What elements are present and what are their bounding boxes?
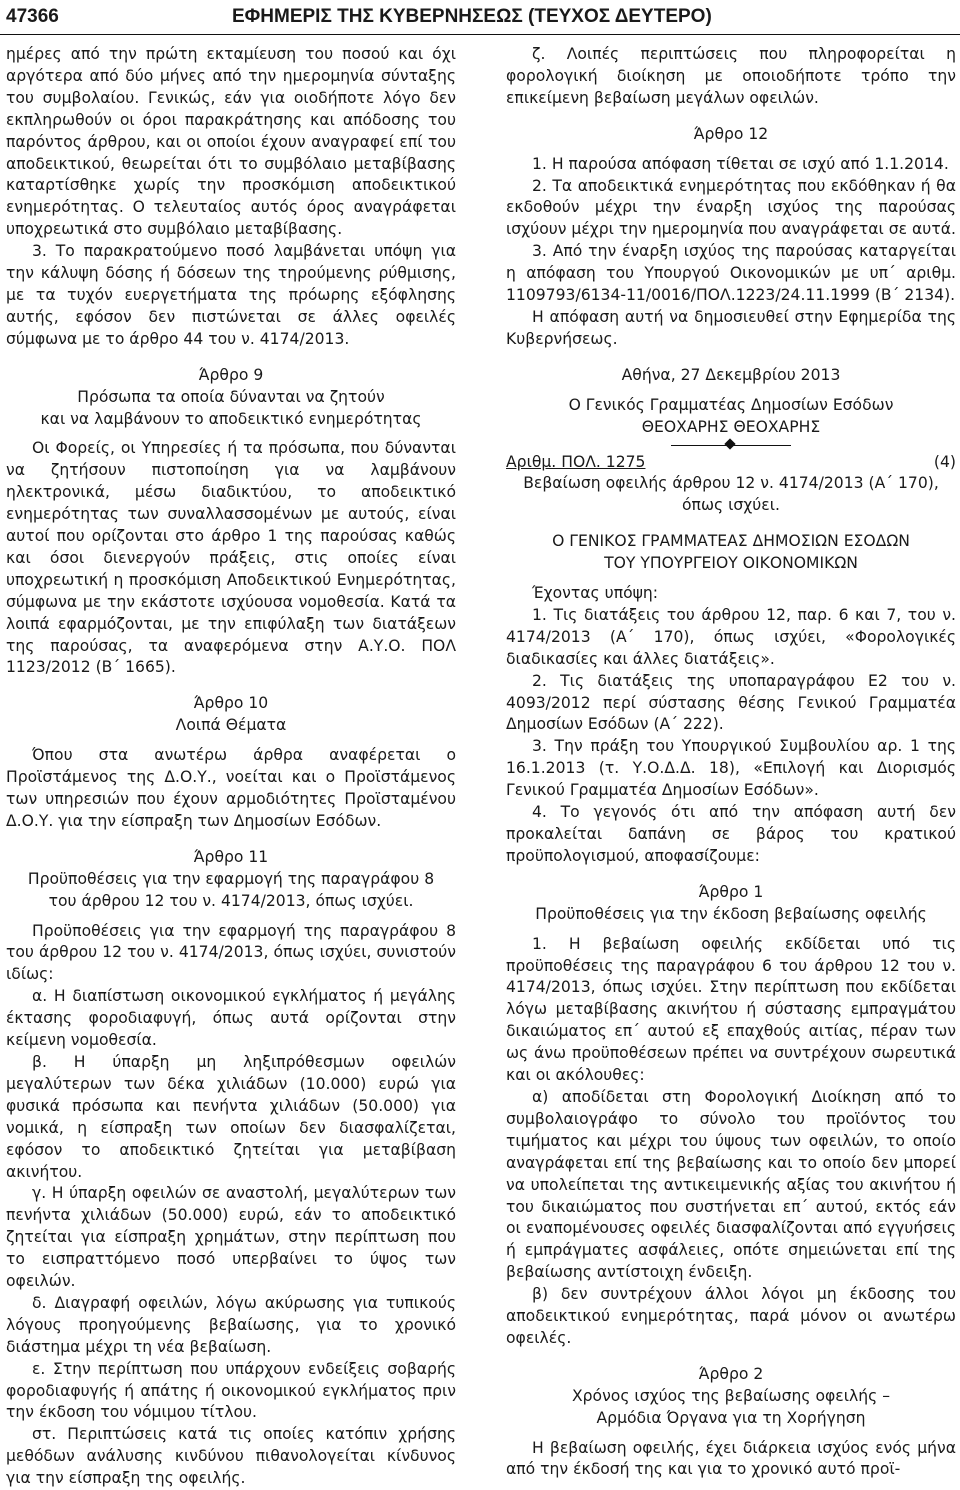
list-item: 2. Τις διατάξεις της υποπαραγράφου Ε2 του ν. 4093/2012 περί σύστασης θέσης Γενικού Γραμματέα Δημοσίων Εσόδων (Α΄ 222). [506, 671, 956, 734]
right-column [506, 44, 956, 1481]
list-item: στ. Περιπτώσεις κατά τις οποίες κατόπιν χρήσης μεθόδων ανάλυσης κινδύνου πιθανολογείται κίνδυνος για την είσπραξη της οφειλής. [6, 1425, 456, 1488]
section-separator [671, 445, 791, 446]
article-subtitle: Αρμόδια Όργανα για τη Χορήγηση [596, 1408, 866, 1427]
article-subtitle: του άρθρου 12 του ν. 4174/2013, όπως ισχύει. [48, 891, 414, 910]
gazette-title: ΕΦΗΜΕΡΙΣ ΤΗΣ ΚΥΒΕΡΝΗΣΕΩΣ (ΤΕΥΧΟΣ ΔΕΥΤΕΡΟ) [232, 6, 712, 27]
paragraph: 1. Η παρούσα απόφαση τίθεται σε ισχύ από 1.1.2014. [532, 154, 949, 173]
list-item: 1. Τις διατάξεις του άρθρου 12, παρ. 6 και 7, του ν. 4174/2013 (Α΄ 170), όπως ισχύει, «Φορολογικές διαδικασίες και άλλες διατάξεις». [506, 605, 956, 668]
list-item: β. Η ύπαρξη μη ληξιπρόθεσμων οφειλών μεγαλύτερων των δέκα χιλιάδων (10.000) ευρώ για φυσικά πρόσωπα και πενήντα χιλιάδων (50.000) για νομικά, η είσπραξη των οποίων δεν διασφαλίζεται, εφόσον το αποδεικτικό ζητείται για μεταβίβαση ακινήτου. [6, 1052, 456, 1181]
decision-number: Αριθμ. ΠΟΛ. 1275 [506, 452, 646, 471]
paragraph: ημέρες από την πρώτη εκταμίευση του ποσού και όχι αργότερα από δύο μήνες από την ημερομηνία σύνταξης του συμβολαίου. Γενικώς, εάν για οιοδήποτε λόγο δεν εκπληρωθούν οι όροι παρακράτησης και απόδοσης του παρόντος άρθρου, και οι οποίοι έχουν αναγραφεί επί του αποδεικτικού, θεωρείται ότι το συμβόλαιο μεταβίβασης καταρτίσθηκε χωρίς την προσκόμιση αποδεικτικού ενημερότητας. Ο τελευταίος αυτός όρος αναγράφεται υποχρεωτικά στο συμβόλαιο μεταβίβασης. [6, 45, 456, 239]
article-subtitle: και να λαμβάνουν το αποδεικτικό ενημερότητας [40, 409, 422, 428]
list-item: 3. Την πράξη του Υπουργικού Συμβουλίου αρ. 1 της 16.1.2013 (τ. Υ.Ο.Δ.Δ. 18), «Επιλογή και Διορισμός Γενικού Γραμματέα Δημοσίων Εσόδων». [506, 737, 956, 800]
article-title: Άρθρο 1 [698, 882, 764, 901]
list-item: α. Η διαπίστωση οικονομικού εγκλήματος ή μεγάλης έκτασης φοροδιαφυγή, όπως αυτά ορίζονται στην κείμενη νομοθεσία. [6, 987, 456, 1050]
article-subtitle: Προϋποθέσεις για την έκδοση βεβαίωσης οφειλής [535, 904, 927, 923]
article-subtitle: Χρόνος ισχύος της βεβαίωσης οφειλής – [571, 1386, 891, 1405]
list-item: ζ. Λοιπές περιπτώσεις που πληροφορείται η φορολογική διοίκηση με οποιοδήποτε τρόπο την επικείμενη βεβαίωση μεγάλων οφειλών. [506, 45, 956, 107]
paragraph: Οι Φορείς, οι Υπηρεσίες ή τα πρόσωπα, που δύνανται να ζητήσουν πιστοποίηση για να λαμβάνουν ηλεκτρονικά, μέσω διαδικτύου, το αποδεικτικό ενημερότητας των συναλλασσομένων με αυτούς, είναι αυτοί που ορίζονται στο άρθρο 1 της παρούσας καθώς και όσοι διενεργούν πράξεις, στις οποίες είναι υποχρεωτική η προσκόμιση Αποδεικτικού Ενημερότητας, σύμφωνα με την εκάστοτε ισχύουσα νομοθεσία. Κατά τα λοιπά εφαρμόζονται, με την επιφύλαξη των διατάξεων της παρούσας, τα αναφερόμενα στην Α.Υ.Ο. ΠΟΛ 1123/2012 (Β΄ 1665). [6, 439, 456, 677]
list-item: α) αποδίδεται στη Φορολογική Διοίκηση από το συμβολαιογράφο το σύνολο του προϊόντος του τιμήματος και μέχρι του ύψους των οφειλών, το οποίο αναγράφεται επί της βεβαίωσης και το οποίο δεν μπορεί να υπολείπεται της αντικειμενικής αξίας του ακινήτου ή του δικαιώματος που συστήνεται επ΄ αυτού, εκτός εάν οι εναπομένουσες οφειλές διασφαλίζονται από εγγυήσεις ή εμπράγματες ασφάλειες, οπότε σημειώνεται επί της βεβαίωσης αντίστοιχη ένδειξη. [506, 1087, 956, 1282]
list-item: γ. Η ύπαρξη οφειλών σε αναστολή, μεγαλύτερων των πενήντα χιλιάδων (50.000) ευρώ, εάν το αποδεικτικό ζητείται για είσπραξη χρημάτων, στην περίπτωση που το εισπραττόμενο ποσό υπερβαίνει το ύψος των οφειλών. [6, 1184, 456, 1291]
page-header [0, 0, 960, 38]
place-date: Αθήνα, 27 Δεκεμβρίου 2013 [621, 365, 841, 384]
decision-sequence: (4) [933, 452, 956, 471]
article-title: Άρθρο 2 [698, 1364, 764, 1383]
list-item: δ. Διαγραφή οφειλών, λόγω ακύρωσης για τυπικούς λόγους προηγούμενης βεβαίωσης, για το χρονικό διάστημα μέχρι τη νέα βεβαίωση. [6, 1293, 456, 1356]
diamond-icon [724, 438, 735, 449]
decision-title: όπως ισχύει. [682, 496, 780, 515]
decision-number-row [506, 452, 956, 474]
header-rule [0, 34, 960, 35]
paragraph: Η βεβαίωση οφειλής, έχει διάρκεια ισχύος ενός μήνα από την έκδοσή της και για το χρονικό αυτό προϊ- [506, 1438, 956, 1479]
article-title: Άρθρο 9 [198, 365, 264, 384]
authority-heading: Ο ΓΕΝΙΚΟΣ ΓΡΑΜΜΑΤΕΑΣ ΔΗΜΟΣΙΩΝ ΕΣΟΔΩΝ [552, 532, 910, 551]
paragraph: Η απόφαση αυτή να δημοσιευθεί στην Εφημερίδα της Κυβερνήσεως. [506, 307, 956, 348]
article-subtitle: Λοιπά Θέματα [175, 716, 287, 735]
paragraph: 3. Από την έναρξη ισχύος της παρούσας καταργείται η απόφαση του Υπουργού Οικονομικών με υπ΄ αριθμ. 1109793/6134-11/0016/ΠΟΛ.1223/24.11.1999 (Β΄ 2134). [506, 242, 956, 305]
paragraph: Όπου στα ανωτέρω άρθρα αναφέρεται ο Προϊστάμενος της Δ.Ο.Υ., νοείται και ο Προϊστάμενος των υπηρεσιών που έχουν αρμοδιότητες Προϊσταμένου Δ.Ο.Υ. για την είσπραξη των Δημοσίων Εσόδων. [6, 746, 456, 830]
page-number: 47366 [6, 6, 59, 27]
signer-name: ΘΕΟΧΑΡΗΣ ΘΕΟΧΑΡΗΣ [641, 417, 821, 436]
article-title: Άρθρο 10 [193, 694, 269, 713]
paragraph: 3. Το παρακρατούμενο ποσό λαμβάνεται υπόψη για την κάλυψη δόσης ή δόσεων της τηρούμενης ρύθμισης, με τα τυχόν ευεργετήματα της πρόωρης εξόφλησης αυτής, εφόσον δεν πιστώνεται σε άλλες οφειλές σύμφωνα με το άρθρο 44 του ν. 4174/2013. [6, 242, 456, 348]
article-subtitle: Προϋποθέσεις για την εφαρμογή της παραγράφου 8 [27, 869, 435, 888]
article-title: Άρθρο 11 [193, 847, 269, 866]
authority-heading: ΤΟΥ ΥΠΟΥΡΓΕΙΟΥ ΟΙΚΟΝΟΜΙΚΩΝ [604, 554, 858, 573]
list-item: 4. Το γεγονός ότι από την απόφαση αυτή δεν προκαλείται δαπάνη σε βάρος του κρατικού προϋπολογισμού, αποφασίζουμε: [506, 803, 956, 865]
paragraph: 2. Τα αποδεικτικά ενημερότητας που εκδόθηκαν ή θα εκδοθούν μέχρι την έναρξη ισχύος της παρούσας ισχύουν μέχρι την ημερομηνία που αναγράφεται σε αυτά. [506, 176, 956, 239]
list-item: β) δεν συντρέχουν άλλοι λόγοι μη έκδοσης του αποδεικτικού ενημερότητας, παρά μόνον οι ανωτέρω οφειλές. [506, 1285, 956, 1347]
paragraph: 1. Η βεβαίωση οφειλής εκδίδεται υπό τις προϋποθέσεις της παραγράφου 6 του άρθρου 12 του ν. 4174/2013, όπως ισχύει. Στην περίπτωση που εκδίδεται λόγω μεταβίβασης ακινήτου ή σύστασης εμπραγμάτου δικαιώματος επ΄ αυτού εξ επαχθούς αιτίας, πέραν των ως άνω προϋποθέσεων πρέπει να συντρέχουν σωρευτικά και οι ακόλουθες: [506, 934, 956, 1085]
left-column [6, 44, 456, 1490]
article-title: Άρθρο 12 [693, 124, 769, 143]
article-subtitle: Πρόσωπα τα οποία δύνανται να ζητούν [77, 387, 385, 406]
paragraph: Έχοντας υπόψη: [532, 584, 659, 603]
list-item: ε. Στην περίπτωση που υπάρχουν ενδείξεις σοβαρής φοροδιαφυγής ή απάτης ή οικονομικού εγκλήματος πριν την έκδοση του νόμιμου τίτλου. [6, 1359, 456, 1422]
signer-title: Ο Γενικός Γραμματέας Δημοσίων Εσόδων [568, 395, 894, 414]
paragraph: Προϋποθέσεις για την εφαρμογή της παραγράφου 8 του άρθρου 12 του ν. 4174/2013, όπως ισχύει, συνιστούν ιδίως: [6, 921, 456, 984]
decision-title: Βεβαίωση οφειλής άρθρου 12 ν. 4174/2013 (Α΄ 170), [523, 474, 939, 493]
